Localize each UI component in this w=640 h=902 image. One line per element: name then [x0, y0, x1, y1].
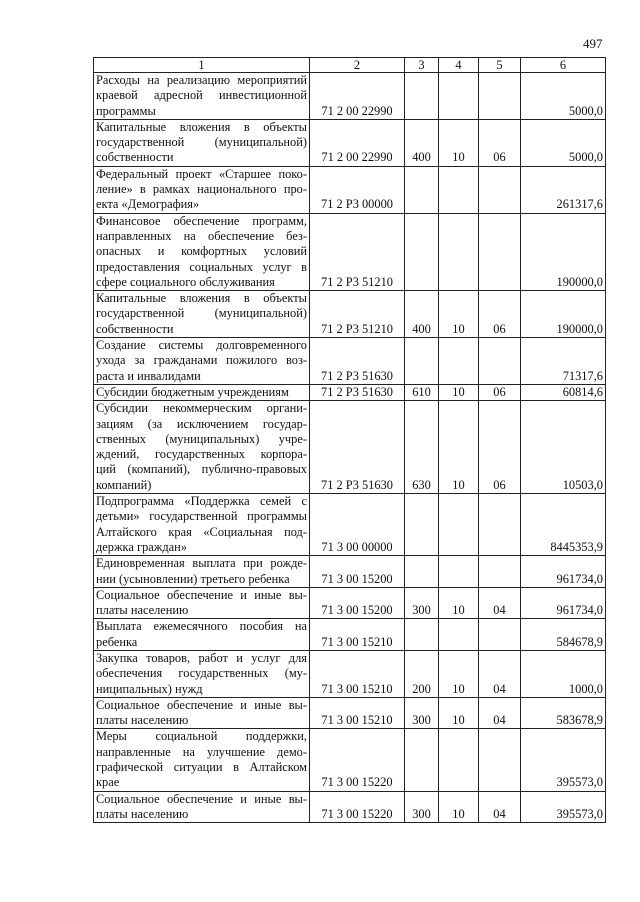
table-row [94, 119, 606, 166]
expense-name-line: Социальное обеспечение и иные вы- [96, 791, 307, 806]
expense-name-cell [94, 291, 310, 338]
subsection-cell [479, 729, 521, 791]
table-row [94, 166, 606, 213]
expense-name-line: предоставления социальных услуг в [96, 259, 307, 274]
subsection-cell: 06 [479, 119, 521, 166]
expense-name-line: ление» в рамках национального про- [96, 182, 307, 197]
expense-name-cell [94, 729, 310, 791]
expense-name-line: Капитальные вложения в объекты [96, 291, 307, 306]
expense-name-line: екта «Демография» [96, 197, 200, 212]
table-row [94, 384, 606, 400]
target-code-cell: 71 2 00 22990 [310, 73, 405, 120]
expense-type-cell [405, 338, 439, 385]
section-cell [439, 729, 479, 791]
table-row [94, 291, 606, 338]
expense-name-line: платы населению [96, 713, 189, 728]
amount-cell: 1000,0 [521, 650, 606, 697]
subsection-cell: 06 [479, 384, 521, 400]
expense-name-cell [94, 697, 310, 729]
expense-name-line: держка граждан» [96, 539, 187, 554]
target-code-cell: 71 3 00 15210 [310, 697, 405, 729]
column-header-2: 2 [310, 58, 405, 73]
target-code-cell: 71 2 P3 51210 [310, 291, 405, 338]
expense-name-cell [94, 166, 310, 213]
table-row [94, 556, 606, 588]
expense-name-line: обеспечения государственных (му- [96, 666, 307, 681]
expense-name-line: Подпрограмма «Поддержка семей с [96, 494, 307, 509]
section-cell [439, 166, 479, 213]
subsection-cell [479, 338, 521, 385]
table-row [94, 619, 606, 651]
expense-type-cell: 630 [405, 401, 439, 494]
expense-name-line: Федеральный проект «Старшее поко- [96, 166, 307, 181]
expense-name-line: детьми» государственной программы [96, 509, 307, 524]
expense-name-line: Алтайского края «Социальная под- [96, 524, 307, 539]
amount-cell: 190000,0 [521, 213, 606, 290]
section-cell: 10 [439, 291, 479, 338]
table-row [94, 401, 606, 494]
amount-cell: 961734,0 [521, 587, 606, 619]
expense-name-line: ниципальных) нужд [96, 681, 203, 696]
expense-type-cell: 200 [405, 650, 439, 697]
expense-name-line: Субсидии бюджетным учреждениям [96, 384, 289, 399]
expense-name-line: ций (компаний), публично-правовых [96, 462, 307, 477]
amount-cell: 395573,0 [521, 791, 606, 823]
table-row [94, 697, 606, 729]
subsection-cell [479, 73, 521, 120]
expense-name-line: крае [96, 775, 120, 790]
expense-name-line: собственности [96, 150, 174, 165]
target-code-cell: 71 2 P3 51630 [310, 401, 405, 494]
expense-name-line: ребенка [96, 634, 138, 649]
target-code-cell: 71 3 00 00000 [310, 494, 405, 556]
expense-type-cell: 300 [405, 587, 439, 619]
expense-name-line: Выплата ежемесячного пособия на [96, 619, 307, 634]
expense-name-line: Финансовое обеспечение программ, [96, 213, 307, 228]
expense-name-line: Социальное обеспечение и иные вы- [96, 697, 307, 712]
amount-cell: 5000,0 [521, 119, 606, 166]
amount-cell: 261317,6 [521, 166, 606, 213]
amount-cell: 10503,0 [521, 401, 606, 494]
section-cell: 10 [439, 650, 479, 697]
expense-name-line: государственной (муниципальной) [96, 135, 307, 150]
amount-cell: 584678,9 [521, 619, 606, 651]
target-code-cell: 71 3 00 15210 [310, 650, 405, 697]
section-cell: 10 [439, 791, 479, 823]
expense-type-cell: 400 [405, 291, 439, 338]
expense-name-cell [94, 338, 310, 385]
target-code-cell: 71 3 00 15210 [310, 619, 405, 651]
amount-cell: 71317,6 [521, 338, 606, 385]
subsection-cell: 04 [479, 697, 521, 729]
expense-name-cell [94, 384, 310, 400]
amount-cell: 60814,6 [521, 384, 606, 400]
expense-name-line: Закупка товаров, работ и услуг для [96, 650, 307, 665]
expense-name-cell [94, 791, 310, 823]
expense-name-line: ухода за гражданами пожилого воз- [96, 353, 307, 368]
expense-name-line: Субсидии некоммерческим органи- [96, 401, 307, 416]
target-code-cell: 71 3 00 15220 [310, 791, 405, 823]
section-cell: 10 [439, 401, 479, 494]
expense-name-line: опасных и комфортных условий [96, 244, 307, 259]
header-row [94, 58, 606, 73]
table-row [94, 73, 606, 120]
table-row [94, 650, 606, 697]
expense-name-cell [94, 650, 310, 697]
expense-type-cell: 300 [405, 791, 439, 823]
expense-name-line: графической ситуации в Алтайском [96, 760, 307, 775]
expense-type-cell [405, 494, 439, 556]
amount-cell: 395573,0 [521, 729, 606, 791]
expense-type-cell [405, 556, 439, 588]
expense-name-cell [94, 494, 310, 556]
expense-name-cell [94, 587, 310, 619]
expense-name-cell [94, 556, 310, 588]
expense-name-cell [94, 73, 310, 120]
subsection-cell [479, 213, 521, 290]
table-row [94, 729, 606, 791]
expense-type-cell [405, 73, 439, 120]
subsection-cell: 04 [479, 650, 521, 697]
expense-name-line: ждений, государственных корпора- [96, 447, 307, 462]
subsection-cell: 06 [479, 401, 521, 494]
column-header-4: 4 [439, 58, 479, 73]
expense-name-line: сфере социального обслуживания [96, 274, 275, 289]
expense-type-cell [405, 213, 439, 290]
expense-name-line: нии (усыновлении) третьего ребенка [96, 571, 290, 586]
expense-type-cell [405, 729, 439, 791]
expense-name-line: Капитальные вложения в объекты [96, 119, 307, 134]
expense-name-line: платы населению [96, 603, 189, 618]
expense-type-cell [405, 619, 439, 651]
expense-name-line: направленные на улучшение демо- [96, 744, 307, 759]
expense-name-line: ственных (муниципальных) учре- [96, 431, 307, 446]
section-cell [439, 494, 479, 556]
column-header-3: 3 [405, 58, 439, 73]
section-cell [439, 73, 479, 120]
subsection-cell [479, 619, 521, 651]
expense-type-cell [405, 166, 439, 213]
section-cell [439, 213, 479, 290]
expense-name-line: Единовременная выплата при рожде- [96, 556, 307, 571]
column-header-5: 5 [479, 58, 521, 73]
table-row [94, 791, 606, 823]
section-cell [439, 556, 479, 588]
table-row [94, 494, 606, 556]
target-code-cell: 71 3 00 15200 [310, 556, 405, 588]
expense-name-line: Создание системы долговременного [96, 338, 307, 353]
expense-name-line: зациям (за исключением государ- [96, 416, 307, 431]
expense-name-line: платы населению [96, 806, 189, 821]
target-code-cell: 71 3 00 15200 [310, 587, 405, 619]
expense-type-cell: 610 [405, 384, 439, 400]
target-code-cell: 71 2 P3 00000 [310, 166, 405, 213]
expense-name-cell [94, 119, 310, 166]
amount-cell: 8445353,9 [521, 494, 606, 556]
amount-cell: 190000,0 [521, 291, 606, 338]
column-header-6: 6 [521, 58, 606, 73]
subsection-cell: 04 [479, 587, 521, 619]
budget-table [93, 57, 606, 823]
section-cell: 10 [439, 119, 479, 166]
amount-cell: 961734,0 [521, 556, 606, 588]
page-number: 497 [583, 36, 603, 51]
target-code-cell: 71 2 00 22990 [310, 119, 405, 166]
expense-name-line: Социальное обеспечение и иные вы- [96, 587, 307, 602]
expense-name-cell [94, 401, 310, 494]
expense-name-line: краевой адресной инвестиционной [96, 88, 307, 103]
table-row [94, 587, 606, 619]
table-row [94, 338, 606, 385]
target-code-cell: 71 3 00 15220 [310, 729, 405, 791]
amount-cell: 583678,9 [521, 697, 606, 729]
expense-name-line: собственности [96, 321, 174, 336]
table-row [94, 213, 606, 290]
section-cell [439, 338, 479, 385]
section-cell: 10 [439, 384, 479, 400]
target-code-cell: 71 2 P3 51630 [310, 338, 405, 385]
expense-name-line: программы [96, 103, 156, 118]
expense-name-cell [94, 619, 310, 651]
target-code-cell: 71 2 P3 51630 [310, 384, 405, 400]
expense-name-line: компаний) [96, 477, 152, 492]
subsection-cell: 04 [479, 791, 521, 823]
expense-type-cell: 300 [405, 697, 439, 729]
section-cell: 10 [439, 587, 479, 619]
expense-type-cell: 400 [405, 119, 439, 166]
amount-cell: 5000,0 [521, 73, 606, 120]
expense-name-line: раста и инвалидами [96, 368, 201, 383]
section-cell [439, 619, 479, 651]
subsection-cell [479, 166, 521, 213]
expense-name-line: Меры социальной поддержки, [96, 729, 307, 744]
expense-name-cell [94, 213, 310, 290]
subsection-cell [479, 556, 521, 588]
subsection-cell: 06 [479, 291, 521, 338]
column-header-1: 1 [94, 58, 310, 73]
expense-name-line: Расходы на реализацию мероприятий [96, 73, 307, 87]
expense-name-line: государственной (муниципальной) [96, 306, 307, 321]
subsection-cell [479, 494, 521, 556]
expense-name-line: направленных на обеспечение без- [96, 228, 307, 243]
target-code-cell: 71 2 P3 51210 [310, 213, 405, 290]
section-cell: 10 [439, 697, 479, 729]
